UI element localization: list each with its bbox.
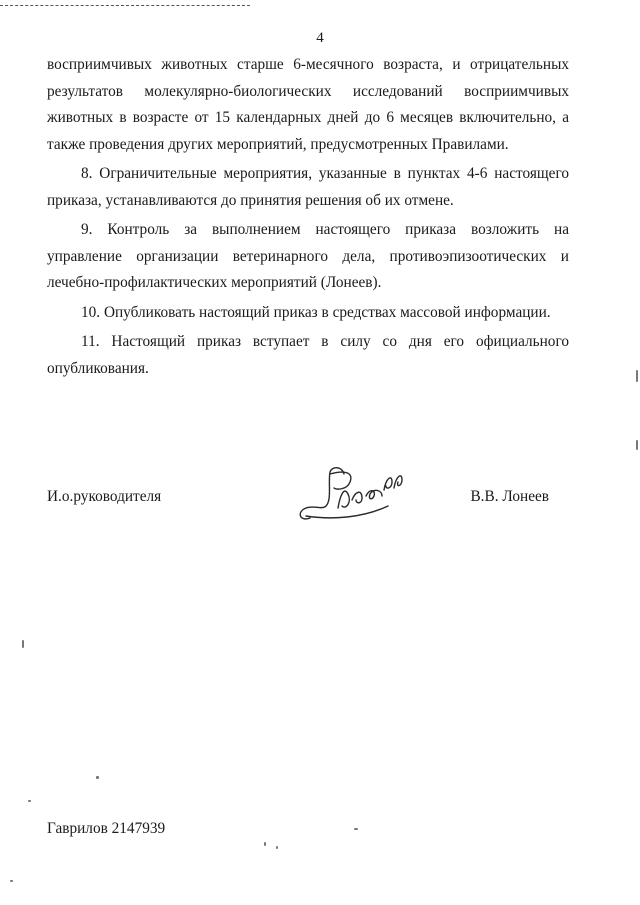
scan-speck xyxy=(22,640,24,648)
paragraph-8: 8. Ограничительные мероприятия, указанные в пунктах 4-6 настоящего приказа, устанавливаются до принятия решения об их отмене. xyxy=(47,165,569,209)
signature-block xyxy=(47,480,569,520)
paragraph-10: 10. Опубликовать настоящий приказ в средствах массовой информации. xyxy=(81,303,551,321)
scan-speck xyxy=(354,828,358,830)
paragraph-continuation: восприимчивых животных старше 6-месячного возраста, и отрицательных результатов молекулярно-биологических исследований восприимчивых животных в возрасте от 15 календарных дней до 6 месяцев включительно, а также проведения других мероприятий, предусмотренных Правилами. xyxy=(47,56,569,153)
handwritten-signature xyxy=(292,460,422,530)
scan-speck xyxy=(276,846,278,849)
scan-speck xyxy=(636,370,638,382)
signer-name: В.В. Лонеев xyxy=(470,488,549,505)
top-edge-dashes xyxy=(0,5,250,6)
paragraph-11: 11. Настоящий приказ вступает в силу со дня его официального опубликования. xyxy=(47,333,569,377)
scan-speck xyxy=(28,800,31,802)
scan-speck xyxy=(264,842,266,846)
scan-speck xyxy=(96,776,99,779)
executor-contact: Гаврилов 2147939 xyxy=(47,820,166,837)
document-body xyxy=(47,52,569,382)
page-number: 4 xyxy=(316,30,324,46)
scan-speck xyxy=(10,880,13,882)
signer-position: И.о.руководителя xyxy=(47,488,162,505)
scan-speck xyxy=(636,440,638,450)
paragraph-9: 9. Контроль за выполнением настоящего приказа возложить на управление организации ветеринарного дела, противоэпизоотических и лечебно-профилактических мероприятий (Лонеев). xyxy=(47,221,569,291)
